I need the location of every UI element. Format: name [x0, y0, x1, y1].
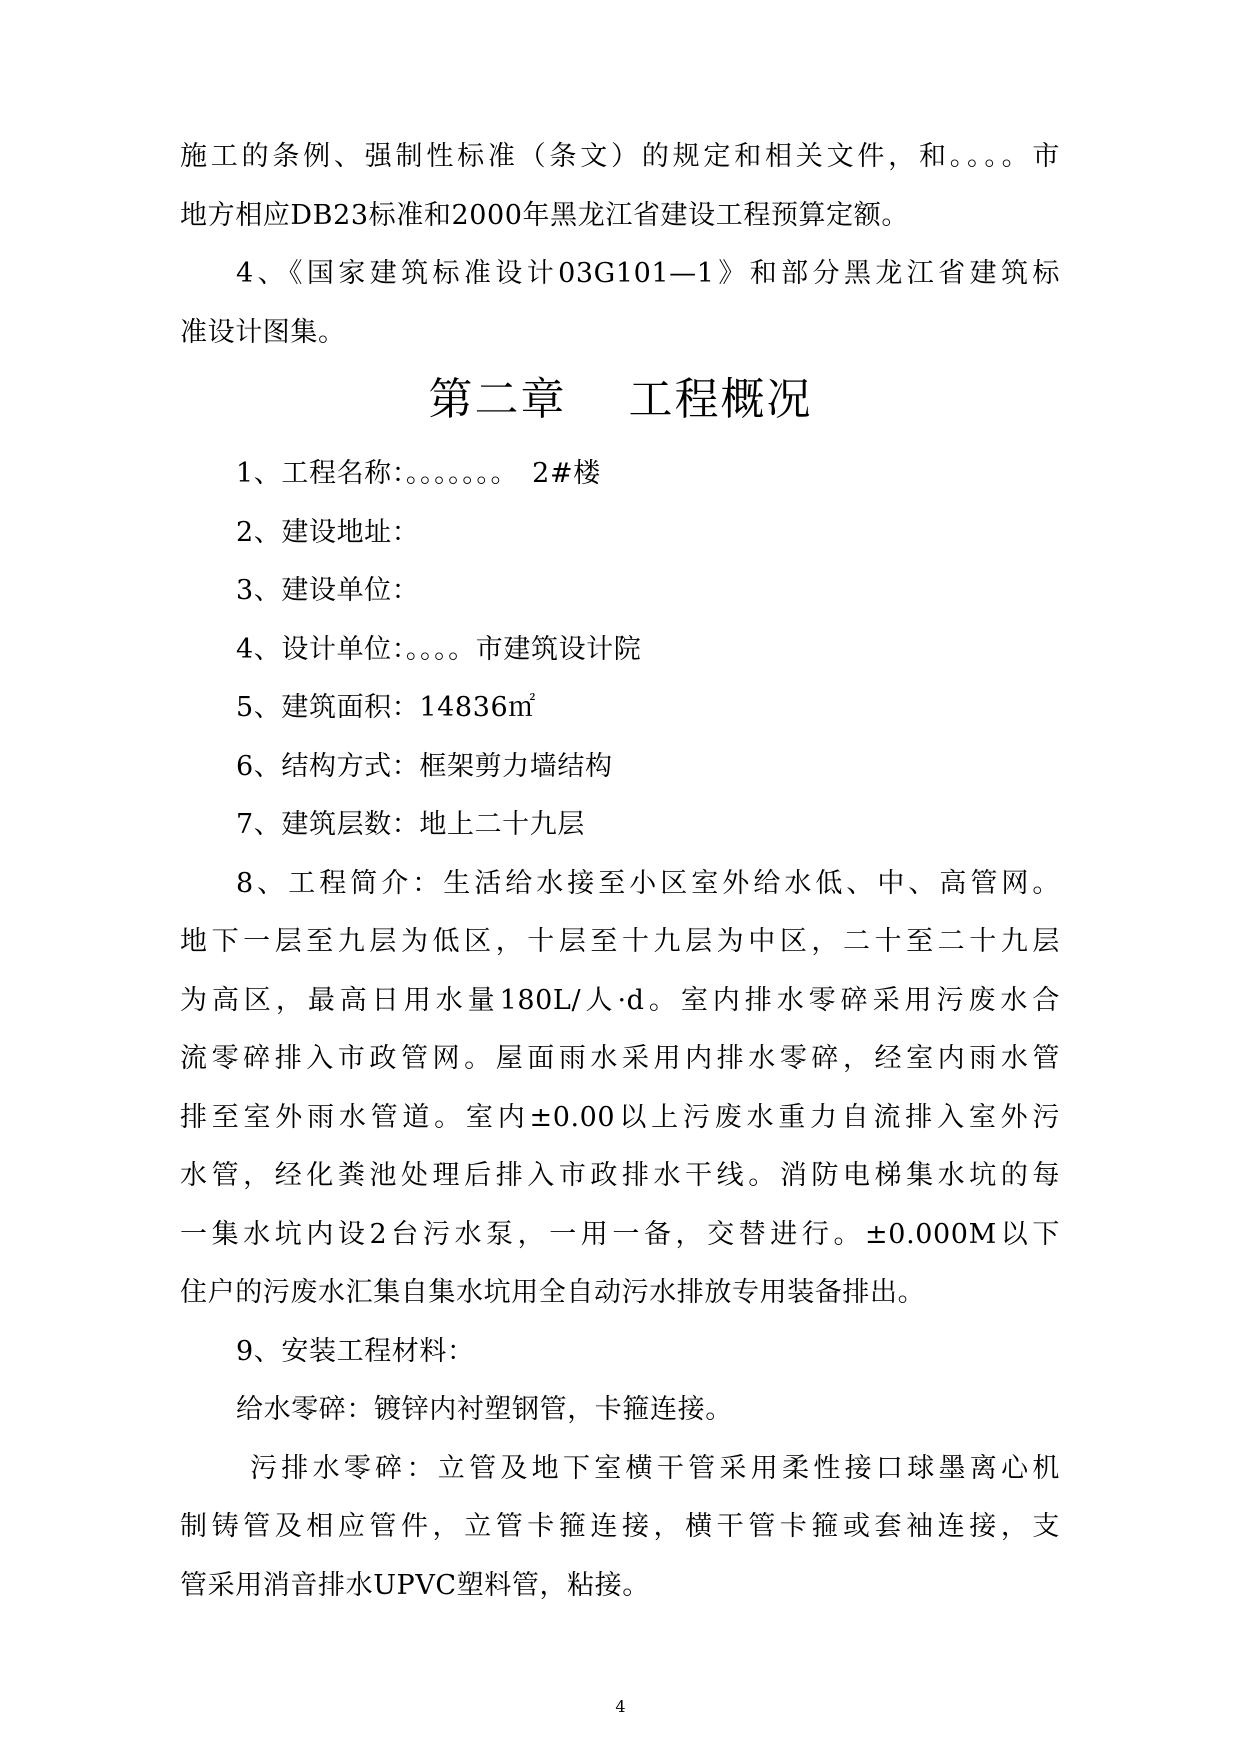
- project-intro-line-6: 水管，经化粪池处理后排入市政排水干线。消防电梯集水坑的每: [180, 1160, 1060, 1191]
- overview-item-structure: 6、结构方式：框架剪力墙结构: [236, 750, 613, 782]
- overview-item-designer: 4、设计单位：。。。。市建筑设计院: [236, 633, 642, 665]
- chapter-title: 第二章 工程概况: [428, 374, 813, 425]
- intro-line-2: 地方相应DB23标准和2000年黑龙江省建设工程预算定额。: [180, 199, 909, 231]
- overview-item-owner: 3、建设单位：: [236, 575, 420, 606]
- project-intro-line-5: 排至室外雨水管道。室内±0.00以上污废水重力自流排入室外污: [180, 1101, 1060, 1133]
- overview-item-name: 1、工程名称：。。。。。。。 2#楼: [236, 458, 601, 489]
- intro-section: [180, 128, 1060, 362]
- overview-item-area: 5、建筑面积：14836㎡: [236, 692, 536, 723]
- page-number: 4: [615, 1697, 626, 1716]
- overview-item-address: 2、建设地址：: [236, 516, 420, 548]
- project-intro-line-7: 一集水坑内设2台污水泵，一用一备，交替进行。±0.000M以下: [180, 1218, 1060, 1250]
- project-intro-line-3: 为高区，最高日用水量180L/人·d。室内排水零碎采用污废水合: [180, 984, 1060, 1016]
- overview-item-floors: 7、建筑层数：地上二十九层: [236, 809, 585, 840]
- project-intro-line-1: 8、工程简介：生活给水接至小区室外给水低、中、高管网。: [236, 867, 1060, 899]
- overview-list: [180, 445, 1060, 1615]
- project-intro-line-4: 流零碎排入市政管网。屋面雨水采用内排水零碎，经室内雨水管: [180, 1043, 1060, 1074]
- project-intro-line-2: 地下一层至九层为低区，十层至十九层为中区，二十至二十九层: [180, 926, 1060, 957]
- intro-line-4: 准设计图集。: [180, 316, 346, 348]
- drainage-line-3: 管采用消音排水UPVC塑料管，粘接。: [180, 1569, 650, 1601]
- drainage-line-1: 污排水零碎：立管及地下室横干管采用柔性接口球墨离心机: [250, 1452, 1060, 1484]
- materials-heading: 9、安装工程材料：: [236, 1335, 475, 1367]
- intro-line-1: 施工的条例、强制性标准（条文）的规定和相关文件，和。。。。市: [180, 141, 1060, 172]
- drainage-line-2: 制铸管及相应管件，立管卡箍连接，横干管卡箍或套袖连接，支: [180, 1511, 1060, 1542]
- project-intro-line-8: 住户的污废水汇集自集水坑用全自动污水排放专用装备排出。: [180, 1277, 926, 1308]
- water-supply-line: 给水零碎：镀锌内衬塑钢管，卡箍连接。: [236, 1394, 733, 1425]
- intro-line-3: 4、《国家建筑标准设计03G101—1》和部分黑龙江省建筑标: [236, 258, 1060, 289]
